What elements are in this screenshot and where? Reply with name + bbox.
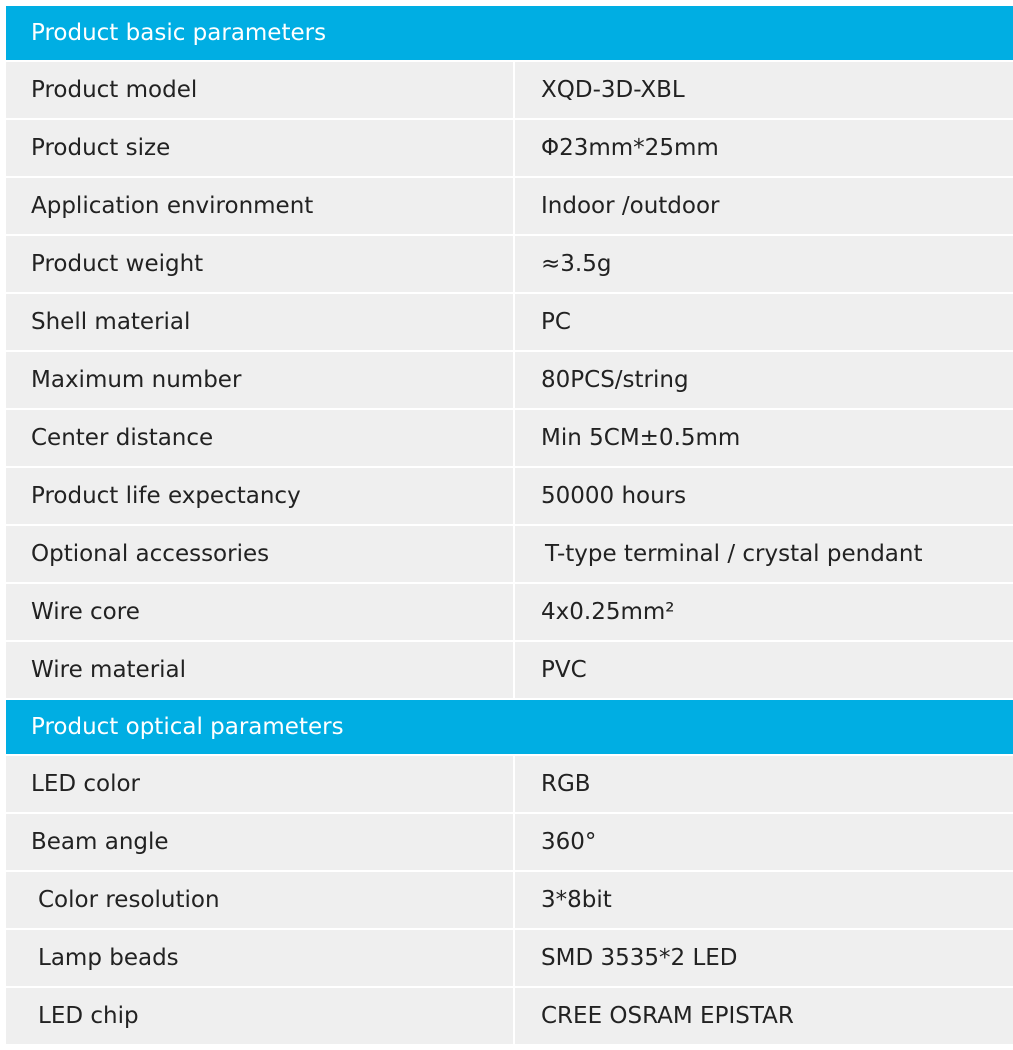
row-value: SMD 3535*2 LED	[515, 930, 1013, 986]
row-value: 360°	[515, 814, 1013, 870]
row-value: Indoor /outdoor	[515, 178, 1013, 234]
row-label: LED color	[6, 756, 513, 812]
row-label: Maximum number	[6, 352, 513, 408]
row-value: 3*8bit	[515, 872, 1013, 928]
row-label: Wire material	[6, 642, 513, 698]
row-label: Color resolution	[6, 872, 513, 928]
table-row-product-model	[6, 62, 1013, 118]
row-label: Application environment	[6, 178, 513, 234]
row-value: PC	[515, 294, 1013, 350]
row-label: Optional accessories	[6, 526, 513, 582]
table-row-product-life-expectancy	[6, 468, 1013, 524]
table-row-product-weight	[6, 236, 1013, 292]
row-label: Product size	[6, 120, 513, 176]
row-label: Center distance	[6, 410, 513, 466]
row-value: Min 5CM±0.5mm	[515, 410, 1013, 466]
row-value: CREE OSRAM EPISTAR	[515, 988, 1013, 1044]
row-value: Φ23mm*25mm	[515, 120, 1013, 176]
table-row-color-resolution	[6, 872, 1013, 928]
table-row-application-environment	[6, 178, 1013, 234]
table-row-wire-material	[6, 642, 1013, 698]
table-row-center-distance	[6, 410, 1013, 466]
table-row-lamp-beads	[6, 930, 1013, 986]
row-label: Shell material	[6, 294, 513, 350]
row-label: Product weight	[6, 236, 513, 292]
basic-parameters-header: Product basic parameters	[6, 6, 1013, 60]
row-value: T-type terminal / crystal pendant	[515, 526, 1013, 582]
table-row-led-chip	[6, 988, 1013, 1044]
row-value: 4x0.25mm²	[515, 584, 1013, 640]
row-label: Lamp beads	[6, 930, 513, 986]
row-label: Product model	[6, 62, 513, 118]
row-value: RGB	[515, 756, 1013, 812]
table-row-beam-angle	[6, 814, 1013, 870]
optical-parameters-header: Product optical parameters	[6, 700, 1013, 754]
table-row-maximum-number	[6, 352, 1013, 408]
row-label: Beam angle	[6, 814, 513, 870]
table-row-wire-core	[6, 584, 1013, 640]
table-row-optional-accessories	[6, 526, 1013, 582]
row-value: XQD-3D-XBL	[515, 62, 1013, 118]
row-value: ≈3.5g	[515, 236, 1013, 292]
row-label: Wire core	[6, 584, 513, 640]
table-row-led-color	[6, 756, 1013, 812]
table-row-shell-material	[6, 294, 1013, 350]
row-value: 50000 hours	[515, 468, 1013, 524]
row-label: Product life expectancy	[6, 468, 513, 524]
row-label: LED chip	[6, 988, 513, 1044]
row-value: 80PCS/string	[515, 352, 1013, 408]
row-value: PVC	[515, 642, 1013, 698]
parameters-sheet	[6, 6, 1013, 1046]
table-row-product-size	[6, 120, 1013, 176]
